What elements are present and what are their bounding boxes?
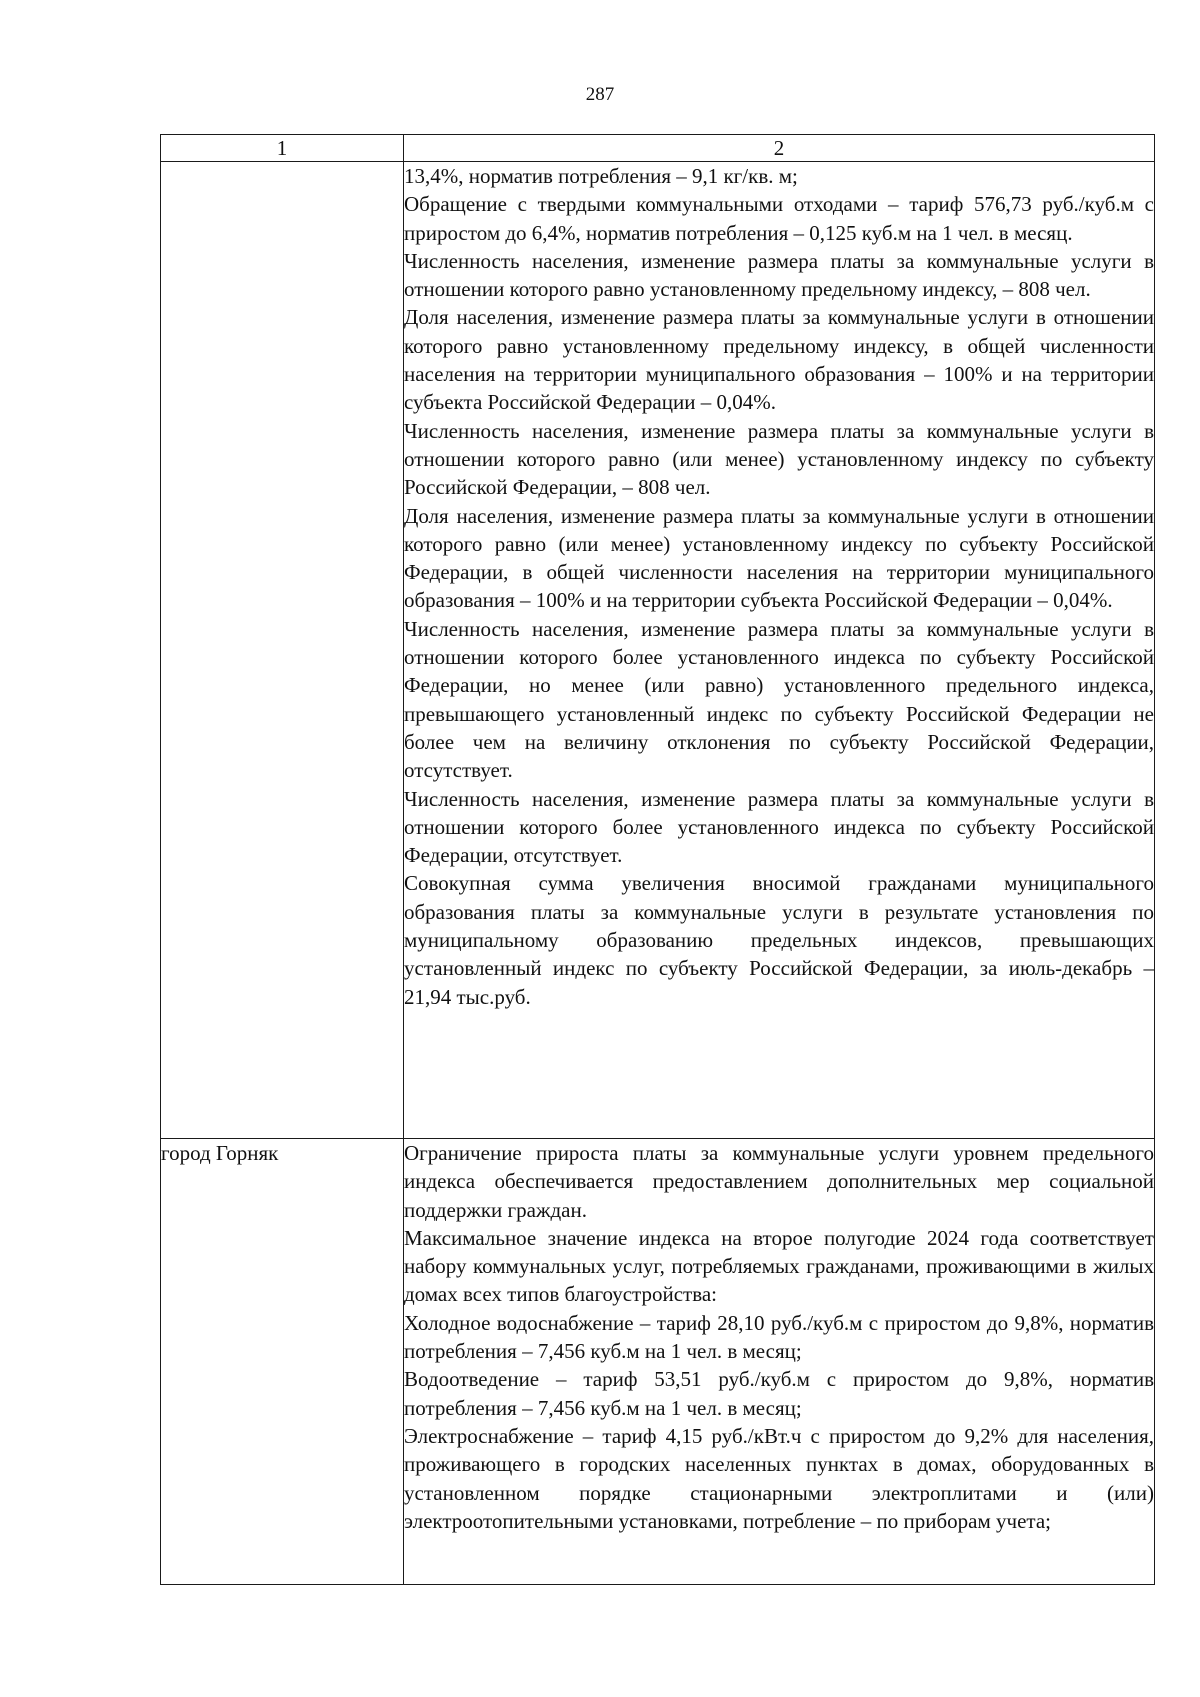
text-paragraph: Численность населения, изменение размера платы за коммунальные услуги в отношении которого равно установленному предельному индексу, – 808 чел. (404, 248, 1154, 302)
text-paragraph: Совокупная сумма увеличения вносимой гражданами муниципального образования платы за коммунальные услуги в результате установления по муниципальному образованию предельных индексов, превышающих установленный индекс по субъекту Российской Федерации, за июль-декабрь – 21,94 тыс.руб. (404, 871, 1154, 1009)
table-header-row (161, 135, 1155, 162)
text-paragraph: Доля населения, изменение размера платы за коммунальные услуги в отношении которого равно установленному предельному индексу, в общей численности населения на территории муниципального образования – 100% и на территории субъекта Российской Федерации – 0,04%. (404, 305, 1154, 415)
text-paragraph: 13,4%, норматив потребления – 9,1 кг/кв. м; (404, 164, 798, 188)
text-paragraph: Холодное водоснабжение – тариф 28,10 руб./куб.м с приростом до 9,8%, норматив потребления – 7,456 куб.м на 1 чел. в месяц; (404, 1310, 1154, 1364)
text-paragraph: Численность населения, изменение размера платы за коммунальные услуги в отношении которого равно (или менее) установленному индексу по субъекту Российской Федерации, – 808 чел. (404, 418, 1154, 500)
text-paragraph: Обращение с твердыми коммунальными отходами – тариф 576,73 руб./куб.м с приростом до 6,4%, норматив потребления – 0,125 куб.м на 1 чел. в месяц. (404, 192, 1154, 245)
column-header-2: 2 (404, 135, 1155, 162)
tariff-table (160, 134, 1155, 1585)
text-paragraph: Водоотведение – тариф 53,51 руб./куб.м с приростом до 9,8%, норматив потребления – 7,456 куб.м на 1 чел. в месяц; (404, 1367, 1154, 1420)
text-paragraph: Электроснабжение – тариф 4,15 руб./кВт.ч с приростом до 9,2% для населения, проживающего в городских населенных пунктах в домах, оборудованных в установленном порядке стационарными электроплитами и (или) электроотопительными установками, потребление – по приборам учета; (404, 1423, 1154, 1533)
column-header-1: 1 (161, 135, 404, 162)
municipality-name-cell (161, 162, 404, 1139)
page-number: 287 (585, 84, 615, 105)
text-paragraph: Доля населения, изменение размера платы за коммунальные услуги в отношении которого равно (или менее) установленному индексу по субъекту Российской Федерации, в общей численности населения на территории муниципального образования – 100% и на территории субъекта Российской Федерации – 0,04%. (404, 503, 1154, 613)
municipality-name-cell: город Горняк (161, 1139, 404, 1585)
tariff-text-cell (404, 162, 1155, 1139)
table-row (161, 162, 1155, 1139)
text-paragraph: Численность населения, изменение размера платы за коммунальные услуги в отношении которого более установленного индекса по субъекту Российской Федерации, отсутствует. (404, 786, 1154, 868)
text-paragraph: Численность населения, изменение размера платы за коммунальные услуги в отношении которого более установленного индекса по субъекту Российской Федерации, но менее (или равно) установленного предельного индекса, превышающего установленный индекс по субъекту Российской Федерации не более чем на величину отклонения по субъекту Российской Федерации, отсутствует. (404, 616, 1154, 783)
table-row (161, 1139, 1155, 1585)
tariff-text-cell (404, 1139, 1155, 1585)
text-paragraph: Ограничение прироста платы за коммунальные услуги уровнем предельного индекса обеспечивается предоставлением дополнительных мер социальной поддержки граждан. (404, 1141, 1154, 1222)
text-paragraph: Максимальное значение индекса на второе полугодие 2024 года соответствует набору коммунальных услуг, потребляемых гражданами, проживающими в жилых домах всех типов благоустройства: (404, 1225, 1154, 1307)
